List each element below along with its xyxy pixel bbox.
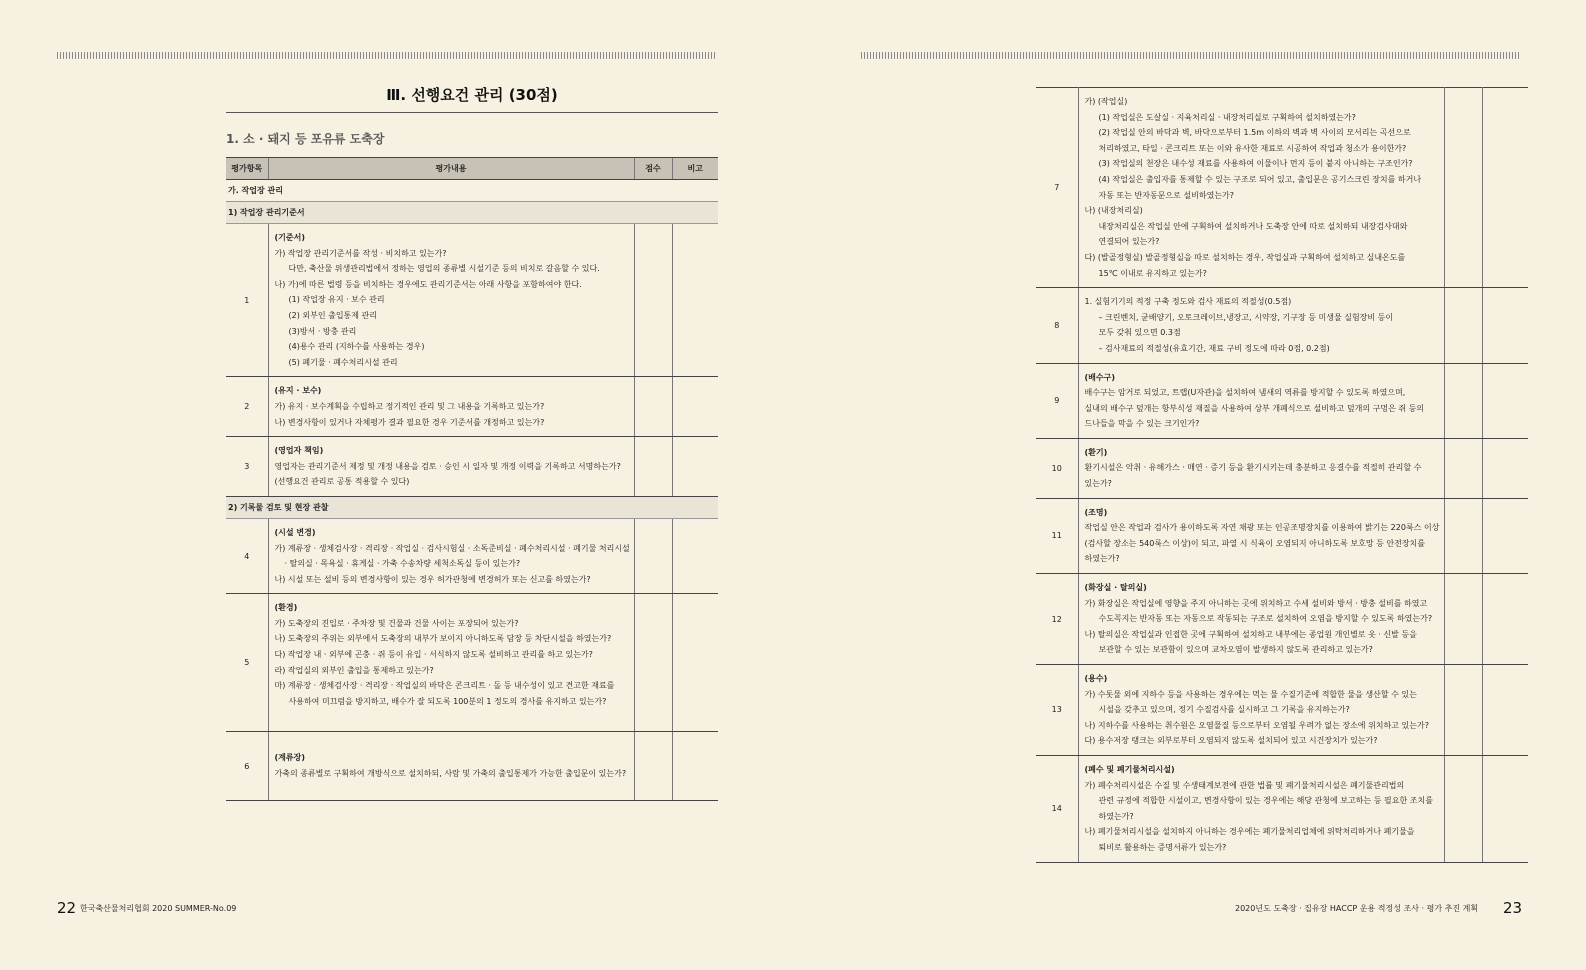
evaluation-table-right bbox=[1036, 87, 1528, 863]
content-line: 처리하였고, 타일 · 콘크리트 또는 이와 유사한 재료로 시공하여 작업과 청소가 용이한가? bbox=[1098, 143, 1407, 153]
item-content bbox=[1078, 438, 1444, 498]
table-row bbox=[226, 377, 718, 437]
content-line: 자동 또는 반자동문으로 설비하였는가? bbox=[1098, 190, 1235, 200]
item-content bbox=[268, 518, 634, 593]
content-line: 퇴비로 활용하는 증명서류가 있는가? bbox=[1098, 842, 1227, 852]
score-cell[interactable] bbox=[634, 437, 672, 497]
content-line: 나) 탈의실은 작업실과 인접한 곳에 구획하여 설치하고 내부에는 종업원 개인별로 옷 · 신발 등을 bbox=[1084, 629, 1417, 639]
item-number: 6 bbox=[226, 732, 268, 800]
content-line: (1) 작업장 유지 · 보수 관리 bbox=[288, 295, 385, 305]
content-line: 보관할 수 있는 보관함이 있으며 교차오염이 발생하지 않도록 관리하고 있는가? bbox=[1098, 645, 1373, 655]
item-number: 2 bbox=[226, 377, 268, 437]
content-line: 나) 도축장의 주위는 외부에서 도축장의 내부가 보이지 아니하도록 담장 등 차단시설을 하였는가? bbox=[274, 634, 612, 644]
subcategory-row bbox=[226, 496, 718, 518]
item-content bbox=[268, 732, 634, 800]
header-stripe bbox=[861, 52, 1521, 59]
content-line: (배수구) bbox=[1084, 372, 1115, 382]
content-line: 다만, 축산물 위생관리법에서 정하는 영업의 종류별 시설기준 등의 비치로 갈음할 수 있다. bbox=[288, 264, 600, 274]
item-number: 8 bbox=[1036, 288, 1078, 363]
table-row bbox=[226, 437, 718, 497]
score-cell[interactable] bbox=[1444, 574, 1482, 665]
content-line: 하였는가? bbox=[1098, 811, 1134, 821]
table-row bbox=[226, 224, 718, 377]
content-line: (2) 외부인 출입통제 관리 bbox=[288, 310, 378, 320]
score-cell[interactable] bbox=[634, 732, 672, 800]
content-line: 나) 변경사항이 있거나 자체평가 결과 필요한 경우 기준서를 개정하고 있는가? bbox=[274, 417, 545, 427]
item-content bbox=[1078, 363, 1444, 438]
content-line: (시설 변경) bbox=[274, 527, 316, 537]
item-number: 13 bbox=[1036, 665, 1078, 756]
item-content bbox=[1078, 574, 1444, 665]
table-row bbox=[1036, 88, 1528, 288]
table-row bbox=[1036, 498, 1528, 573]
note-cell[interactable] bbox=[1482, 288, 1528, 363]
content-line: (4) 작업실은 출입자를 통제할 수 있는 구조로 되어 있고, 출입문은 공기스크린 장치를 하거나 bbox=[1098, 174, 1422, 184]
item-content bbox=[268, 437, 634, 497]
content-line: 내장처리실은 작업실 안에 구획하여 설치하거나 도축장 안에 따로 설치하되 내장검사대와 bbox=[1098, 221, 1408, 231]
content-line: 시설을 갖추고 있으며, 정기 수질검사를 실시하고 그 기록을 유지하는가? bbox=[1098, 705, 1350, 715]
content-line: 가) 도축장의 진입로 · 주차장 및 건물과 건물 사이는 포장되어 있는가? bbox=[274, 618, 519, 628]
content-line: (유지 · 보수) bbox=[274, 386, 322, 396]
content-line: 실내의 배수구 덮개는 항부식성 재질을 사용하여 상부 개폐식으로 설비하고 덮개의 구멍은 쥐 등의 bbox=[1084, 403, 1425, 413]
content-line: (영업자 책임) bbox=[274, 446, 324, 456]
note-cell[interactable] bbox=[672, 594, 718, 732]
item-number: 7 bbox=[1036, 88, 1078, 288]
table-row bbox=[1036, 665, 1528, 756]
content-line: · 탈의실 · 목욕실 · 휴게실 · 가축 수송차량 세척소독실 등이 있는가? bbox=[284, 559, 521, 569]
content-line: (계류장) bbox=[274, 753, 305, 763]
content-line: (2) 작업실 안의 바닥과 벽, 바닥으로부터 1.5m 이하의 벽과 벽 사이의 모서리는 곡선으로 bbox=[1098, 128, 1411, 138]
content-line: (환기) bbox=[1084, 447, 1108, 457]
table-row bbox=[1036, 755, 1528, 862]
item-content bbox=[1078, 288, 1444, 363]
content-line: 가) 작업장 관리기준서를 작성 · 비치하고 있는가? bbox=[274, 248, 447, 258]
note-cell[interactable] bbox=[1482, 665, 1528, 756]
page-number: 23 bbox=[1503, 899, 1523, 917]
page-number: 22 bbox=[57, 899, 77, 917]
score-cell[interactable] bbox=[1444, 498, 1482, 573]
table-row bbox=[1036, 288, 1528, 363]
subcategory-row bbox=[226, 202, 718, 224]
content-line: 다) (발골정형실) 발골정형실을 따로 설치하는 경우, 작업실과 구획하여 설치하고 실내온도를 bbox=[1084, 252, 1406, 262]
score-cell[interactable] bbox=[1444, 88, 1482, 288]
table-row bbox=[226, 732, 718, 800]
note-cell[interactable] bbox=[672, 732, 718, 800]
note-cell[interactable] bbox=[1482, 574, 1528, 665]
content-line: 나) 가)에 따른 법령 등을 비치하는 경우에도 관리기준서는 아래 사항을 포함하여야 한다. bbox=[274, 279, 582, 289]
content-line: 있는가? bbox=[1084, 479, 1112, 489]
content-line: 하였는가? bbox=[1084, 554, 1120, 564]
content-line: 15℃ 이내로 유지하고 있는가? bbox=[1098, 268, 1207, 278]
content-line: (화장실 · 탈의실) bbox=[1084, 583, 1147, 593]
content-line: 가) 수돗물 외에 지하수 등을 사용하는 경우에는 먹는 물 수질기준에 적합한 물을 생산할 수 있는 bbox=[1084, 689, 1417, 699]
col-header-score: 점수 bbox=[634, 158, 672, 180]
item-number: 9 bbox=[1036, 363, 1078, 438]
content-line: 모두 갖춰 있으면 0.3점 bbox=[1098, 328, 1181, 338]
item-number: 10 bbox=[1036, 438, 1078, 498]
content-line: 가축의 종류별로 구획하여 개방식으로 설치하되, 사람 및 가축의 출입통제가 가능한 출입문이 있는가? bbox=[274, 769, 627, 779]
content-line: 작업실 안은 작업과 검사가 용이하도록 자연 채광 또는 인공조명장치를 이용하여 밝기는 220룩스 이상 bbox=[1084, 523, 1440, 533]
content-line: 라) 작업실의 외부인 출입을 통제하고 있는가? bbox=[274, 665, 434, 675]
content-line: 나) (내장처리실) bbox=[1084, 206, 1143, 216]
note-cell[interactable] bbox=[1482, 755, 1528, 862]
footer-text: 2020년도 도축장 · 집유장 HACCP 운용 적정성 조사 · 평가 추진 계획 bbox=[1235, 904, 1479, 913]
item-number: 14 bbox=[1036, 755, 1078, 862]
table-row bbox=[1036, 438, 1528, 498]
item-content bbox=[1078, 88, 1444, 288]
content-line: – 크린벤치, 균배양기, 오토크레이브,냉장고, 시약장, 기구장 등 미생물 실험장비 등이 bbox=[1098, 312, 1394, 322]
content-line: 영업자는 관리기준서 제정 및 개정 내용을 검토 · 승인 시 일자 및 개정 이력을 기록하고 서명하는가? bbox=[274, 461, 621, 471]
category-label: 가. 작업장 관리 bbox=[226, 180, 718, 202]
note-cell[interactable] bbox=[1482, 363, 1528, 438]
content-line: 가) 계류장 · 생체검사장 · 격리장 · 작업실 · 검사시험실 · 소독준비실 · 폐수처리시설 · 폐기물 처리시설 bbox=[274, 543, 630, 553]
item-content bbox=[1078, 755, 1444, 862]
evaluation-table-left bbox=[226, 157, 718, 801]
section-rule bbox=[226, 112, 718, 113]
score-cell[interactable] bbox=[1444, 363, 1482, 438]
note-cell[interactable] bbox=[1482, 498, 1528, 573]
footer-text: 한국축산물처리협회 2020 SUMMER-No.09 bbox=[80, 904, 237, 913]
content-line: 마) 계류장 · 생체검사장 · 격리장 · 작업실의 바닥은 콘크리트 · 돌 등 내수성이 있고 견고한 재료를 bbox=[274, 681, 615, 691]
item-content bbox=[268, 594, 634, 732]
item-number: 11 bbox=[1036, 498, 1078, 573]
category-row bbox=[226, 180, 718, 202]
content-line: (선행요건 관리로 공통 적용할 수 있다) bbox=[274, 477, 410, 487]
content-line: 가) 유지 · 보수계획을 수립하고 정기적인 관리 및 그 내용을 기록하고 있는가? bbox=[274, 401, 545, 411]
content-line: (기준서) bbox=[274, 233, 305, 242]
score-cell[interactable] bbox=[634, 594, 672, 732]
item-number: 1 bbox=[226, 224, 268, 377]
content-line: 다) 용수저장 탱크는 외부로부터 오염되지 않도록 설치되어 있고 시건장치가 있는가? bbox=[1084, 736, 1378, 746]
content-line: 가) (작업실) bbox=[1084, 97, 1128, 106]
content-line: (조명) bbox=[1084, 507, 1108, 517]
content-line: (3)방서 · 방충 관리 bbox=[288, 326, 357, 336]
score-cell[interactable] bbox=[1444, 438, 1482, 498]
content-line: (폐수 및 폐기물처리시설) bbox=[1084, 764, 1175, 774]
score-cell[interactable] bbox=[1444, 665, 1482, 756]
content-line: (환경) bbox=[274, 603, 298, 613]
score-cell[interactable] bbox=[634, 377, 672, 437]
right-page bbox=[793, 0, 1586, 970]
content-line: (4)용수 관리 (지하수를 사용하는 경우) bbox=[288, 342, 425, 352]
item-number: 4 bbox=[226, 518, 268, 593]
content-line: (검사할 장소는 540룩스 이상)이 되고, 파열 시 식육이 오염되지 아니하도록 보호망 등 안전장치를 bbox=[1084, 538, 1426, 548]
content-line: (3) 작업실의 천장은 내수성 재료를 사용하여 이물이나 먼지 등이 붙지 아니하는 구조인가? bbox=[1098, 159, 1413, 169]
item-content bbox=[1078, 665, 1444, 756]
subcategory-label: 2) 기록물 검토 및 현장 관찰 bbox=[226, 496, 718, 518]
table-row bbox=[226, 518, 718, 593]
table-header-row bbox=[226, 158, 718, 180]
header-stripe bbox=[57, 52, 717, 59]
content-line: 나) 시설 또는 설비 등의 변경사항이 있는 경우 허가관청에 변경허가 또는 신고를 하였는가? bbox=[274, 574, 591, 584]
content-line: 관련 규정에 적합한 시설이고, 변경사항이 있는 경우에는 해당 관청에 보고하는 등 필요한 조치를 bbox=[1098, 796, 1433, 806]
content-line: 나) 지하수를 사용하는 취수원은 오염물질 등으로부터 오염될 우려가 없는 장소에 위치하고 있는가? bbox=[1084, 720, 1429, 730]
score-cell[interactable] bbox=[634, 224, 672, 377]
sub-title: 1. 소 · 돼지 등 포유류 도축장 bbox=[226, 132, 385, 146]
content-line: 가) 화장실은 작업실에 영향을 주지 아니하는 곳에 위치하고 수세 설비와 방서 · 방충 설비를 하였고 bbox=[1084, 598, 1428, 608]
note-cell[interactable] bbox=[672, 437, 718, 497]
section-title: Ⅲ. 선행요건 관리 (30점) bbox=[386, 86, 558, 104]
content-line: 1. 실험기기의 적정 구축 정도와 검사 재료의 적절성(0.5점) bbox=[1084, 297, 1292, 307]
content-line: (1) 작업실은 도살실 · 지육처리실 · 내장처리실로 구획하여 설치하였는가? bbox=[1098, 112, 1356, 122]
note-cell[interactable] bbox=[1482, 88, 1528, 288]
table-row bbox=[1036, 363, 1528, 438]
content-line: 배수구는 암거로 되었고, 트랩(U자관)을 설치하여 냄새의 역류를 방지할 수 있도록 하였으며, bbox=[1084, 388, 1406, 398]
content-line: 나) 폐기물처리시설을 설치하지 아니하는 경우에는 폐기물처리업체에 위탁처리하거나 폐기물을 bbox=[1084, 827, 1415, 837]
item-number: 3 bbox=[226, 437, 268, 497]
item-number: 12 bbox=[1036, 574, 1078, 665]
content-line: 드나들을 막을 수 있는 크기인가? bbox=[1084, 419, 1200, 429]
note-cell[interactable] bbox=[672, 518, 718, 593]
item-content bbox=[268, 224, 634, 377]
item-content bbox=[268, 377, 634, 437]
item-content bbox=[1078, 498, 1444, 573]
content-line: (5) 폐기물 · 폐수처리시설 관리 bbox=[288, 357, 398, 367]
content-line: 연결되어 있는가? bbox=[1098, 237, 1160, 247]
note-cell[interactable] bbox=[1482, 438, 1528, 498]
col-header-item: 평가항목 bbox=[226, 158, 268, 180]
subcategory-label: 1) 작업장 관리기준서 bbox=[226, 202, 718, 224]
col-header-note: 비고 bbox=[672, 158, 718, 180]
content-line: 수도꼭지는 반자동 또는 자동으로 작동되는 구조로 설치하여 오염을 방지할 수 있도록 하였는가? bbox=[1098, 614, 1433, 624]
note-cell[interactable] bbox=[672, 377, 718, 437]
content-line: 사용하여 미끄럼을 방지하고, 배수가 잘 되도록 100분의 1 정도의 경사를 유지하고 있는가? bbox=[288, 696, 607, 706]
score-cell[interactable] bbox=[634, 518, 672, 593]
content-line: 가) 폐수처리시설은 수질 및 수생태계보전에 관한 법률 및 폐기물처리시설은 폐기물관리법의 bbox=[1084, 780, 1405, 790]
score-cell[interactable] bbox=[1444, 288, 1482, 363]
content-line: (용수) bbox=[1084, 674, 1108, 683]
score-cell[interactable] bbox=[1444, 755, 1482, 862]
table-row bbox=[226, 594, 718, 732]
item-number: 5 bbox=[226, 594, 268, 732]
note-cell[interactable] bbox=[672, 224, 718, 377]
content-line: – 검사재료의 적절성(유효기간, 재료 구비 정도에 따라 0점, 0.2점) bbox=[1098, 343, 1330, 353]
table-row bbox=[1036, 574, 1528, 665]
content-line: 다) 작업장 내 · 외부에 곤충 · 쥐 등이 유입 · 서식하지 않도록 설비하고 관리를 하고 있는가? bbox=[274, 650, 593, 660]
col-header-content: 평가내용 bbox=[268, 158, 634, 180]
content-line: 환기시설은 악취 · 유해가스 · 매연 · 증기 등을 환기시키는데 충분하고 응결수를 적절히 관리할 수 bbox=[1084, 463, 1422, 473]
